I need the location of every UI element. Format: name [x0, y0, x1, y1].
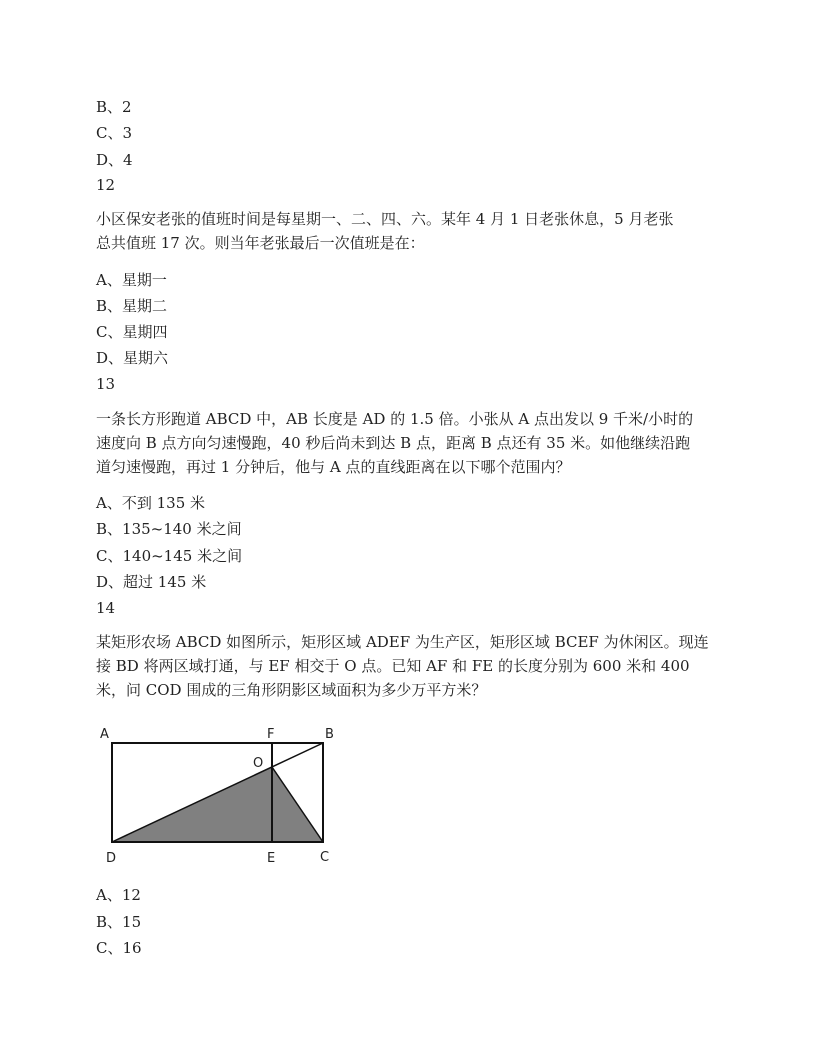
label-a: A	[100, 727, 109, 742]
q14-option-b: B、15	[96, 913, 142, 931]
label-f: F	[267, 727, 275, 742]
q13-stem-line: 一条长方形跑道 ABCD 中，AB 长度是 AD 的 1.5 倍。小张从 A 点出发以 9 千米/小时的	[96, 410, 694, 428]
q12-option-b: B、星期二	[96, 297, 168, 315]
label-d: D	[106, 851, 117, 866]
label-o: O	[253, 756, 264, 771]
label-c: C	[320, 850, 330, 865]
q14-stem-line: 接 BD 将两区域打通，与 EF 相交于 O 点。已知 AF 和 FE 的长度分别为 600 米和 400	[96, 657, 690, 675]
q13-option-a: A、不到 135 米	[96, 494, 205, 512]
q13-option-c: C、140~145 米之间	[96, 547, 243, 565]
q12-option-a: A、星期一	[96, 271, 167, 289]
q14-stem-line: 某矩形农场 ABCD 如图所示，矩形区域 ADEF 为生产区，矩形区域 BCEF 为休闲区。现连	[96, 633, 709, 651]
q14-number: 14	[96, 599, 116, 617]
q12-option-c: C、星期四	[96, 323, 168, 341]
shaded-triangle-cod	[112, 767, 323, 842]
q11-option-b: B、2	[96, 98, 132, 116]
q14-stem	[96, 630, 726, 702]
q12-number: 12	[96, 176, 116, 194]
q13-option-d: D、超过 145 米	[96, 573, 207, 591]
q13-stem-line: 道匀速慢跑，再过 1 分钟后，他与 A 点的直线距离在以下哪个范围内？	[96, 458, 571, 476]
q14-figure	[90, 720, 350, 870]
q12-option-d: D、星期六	[96, 349, 169, 367]
q14-stem-line: 米，问 COD 围成的三角形阴影区域面积为多少万平方米？	[96, 681, 487, 699]
q13-stem	[96, 407, 726, 479]
q11-option-c: C、3	[96, 124, 133, 142]
q11-option-d: D、4	[96, 151, 133, 169]
q12-stem-line: 总共值班 17 次。则当年老张最后一次值班是在：	[96, 234, 425, 252]
q12-stem-line: 小区保安老张的值班时间是每星期一、二、四、六。某年 4 月 1 日老张休息，5 月老张	[96, 210, 674, 228]
q14-option-c: C、16	[96, 939, 142, 957]
q13-option-b: B、135~140 米之间	[96, 520, 242, 538]
label-e: E	[267, 851, 276, 866]
q13-number: 13	[96, 375, 116, 393]
label-b: B	[325, 727, 334, 742]
q12-stem	[96, 207, 726, 255]
q13-stem-line: 速度向 B 点方向匀速慢跑，40 秒后尚未到达 B 点，距离 B 点还有 35 米。如他继续沿跑	[96, 434, 691, 452]
q14-option-a: A、12	[96, 886, 141, 904]
